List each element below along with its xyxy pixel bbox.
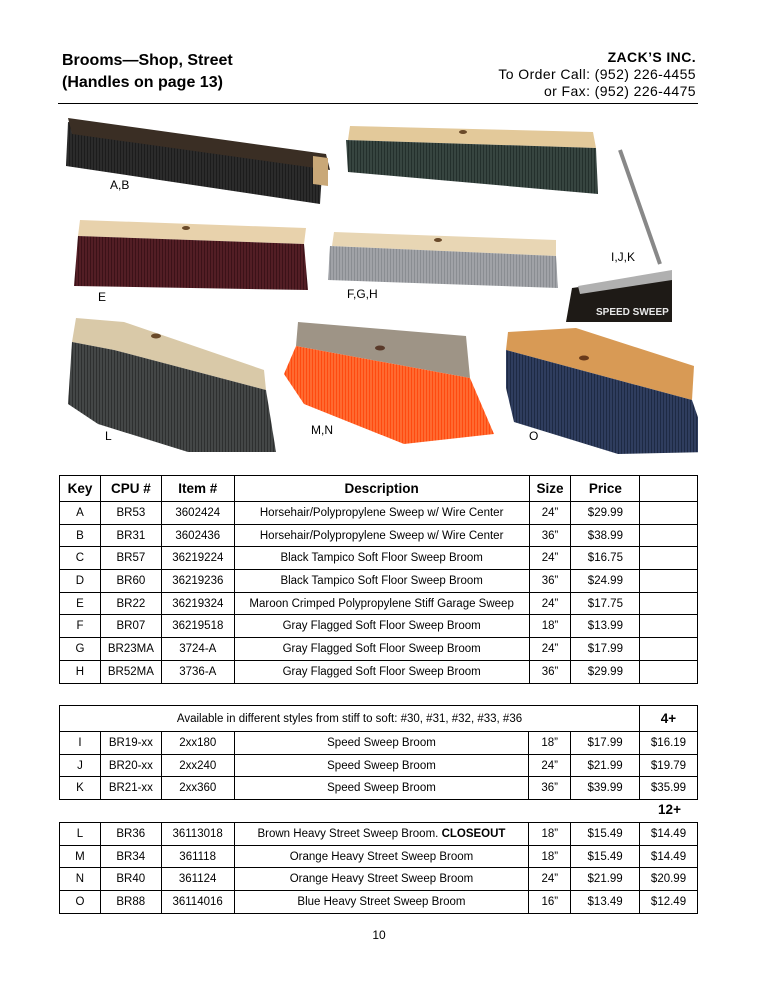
company-name: ZACK’S INC. <box>607 49 696 65</box>
cell-key: B <box>60 524 101 547</box>
cell-price: $16.75 <box>571 547 640 570</box>
cell-size: 24” <box>529 754 571 777</box>
table-row <box>60 502 698 525</box>
cell-key: D <box>60 570 101 593</box>
cell-desc: Gray Flagged Soft Floor Sweep Broom <box>234 660 529 683</box>
cell-desc: Black Tampico Soft Floor Sweep Broom <box>234 570 529 593</box>
table-row <box>60 547 698 570</box>
cell-price: $13.49 <box>571 891 640 914</box>
col-size: Size <box>529 476 571 502</box>
styles-note: Available in different styles from stiff to soft: #30, #31, #32, #33, #36 <box>60 706 640 732</box>
cell-desc: Speed Sweep Broom <box>234 754 528 777</box>
cell-key: M <box>60 845 101 868</box>
table-row <box>60 845 698 868</box>
cell-item: 36114016 <box>161 891 234 914</box>
price-table-speed-sweep <box>59 705 698 800</box>
col-description: Description <box>234 476 529 502</box>
cell-price: $21.99 <box>571 868 640 891</box>
cell-price: $17.75 <box>571 592 640 615</box>
cell-key: I <box>60 732 101 755</box>
cell-cpu: BR07 <box>100 615 161 638</box>
cell-size: 24” <box>529 638 571 661</box>
cell-key: H <box>60 660 101 683</box>
cell-cpu: BR36 <box>100 823 161 846</box>
table-row <box>60 868 698 891</box>
cell-size: 24” <box>529 502 571 525</box>
cell-key: F <box>60 615 101 638</box>
cell-key: O <box>60 891 101 914</box>
cell-tier-price: $20.99 <box>640 868 698 891</box>
table-row <box>60 823 698 846</box>
cell-desc: Maroon Crimped Polypropylene Stiff Garage Sweep <box>234 592 529 615</box>
cell-item: 2xx240 <box>161 754 234 777</box>
cell-cpu: BR20-xx <box>100 754 161 777</box>
table-row <box>60 660 698 683</box>
broom-photo-e <box>74 220 308 290</box>
photo-label-o: O <box>529 429 539 443</box>
cell-price: $24.99 <box>571 570 640 593</box>
title-line-1: Brooms—Shop, Street <box>62 52 233 69</box>
cell-size: 24” <box>529 547 571 570</box>
cell-cpu: BR57 <box>100 547 161 570</box>
cell-key: A <box>60 502 101 525</box>
cell-desc: Horsehair/Polypropylene Sweep w/ Wire Center <box>234 524 529 547</box>
photo-label-e: E <box>98 290 107 304</box>
table-header-row <box>60 476 698 502</box>
col-price: Price <box>571 476 640 502</box>
cell-item: 36219224 <box>161 547 234 570</box>
cell-price: $29.99 <box>571 660 640 683</box>
cell-price: $39.99 <box>571 777 640 800</box>
cell-key: J <box>60 754 101 777</box>
photo-label-ab: A,B <box>110 178 130 192</box>
cell-price: $15.49 <box>571 845 640 868</box>
cell-desc: Blue Heavy Street Sweep Broom <box>234 891 529 914</box>
cell-item: 3736-A <box>161 660 234 683</box>
broom-illustrations <box>58 104 698 460</box>
cell-desc: Speed Sweep Broom <box>234 732 528 755</box>
cell-blank <box>640 638 698 661</box>
cell-blank <box>640 502 698 525</box>
tier-label-12plus: 12+ <box>658 802 681 817</box>
cell-blank <box>640 570 698 593</box>
cell-cpu: BR19-xx <box>100 732 161 755</box>
cell-item: 36219236 <box>161 570 234 593</box>
cell-desc: Black Tampico Soft Floor Sweep Broom <box>234 547 529 570</box>
cell-item: 3602436 <box>161 524 234 547</box>
cell-cpu: BR21-xx <box>100 777 161 800</box>
cell-item: 361124 <box>161 868 234 891</box>
cell-size: 18” <box>529 845 571 868</box>
cell-price: $17.99 <box>571 638 640 661</box>
cell-size: 16” <box>529 891 571 914</box>
photo-label-l: L <box>105 429 112 443</box>
cell-item: 36219324 <box>161 592 234 615</box>
broom-photo-cd <box>346 126 598 194</box>
company-contact <box>498 49 696 100</box>
page-number: 10 <box>372 928 386 942</box>
cell-tier-price: $12.49 <box>640 891 698 914</box>
cell-size: 36” <box>529 777 571 800</box>
cell-price: $21.99 <box>571 754 640 777</box>
table-row <box>60 615 698 638</box>
cell-key: N <box>60 868 101 891</box>
cell-tier-price: $14.49 <box>640 823 698 846</box>
table-row <box>60 777 698 800</box>
cell-cpu: BR60 <box>100 570 161 593</box>
broom-photo-ab <box>66 118 330 204</box>
cell-item: 361118 <box>161 845 234 868</box>
cell-price: $13.99 <box>571 615 640 638</box>
cell-item: 36219518 <box>161 615 234 638</box>
cell-blank <box>640 615 698 638</box>
cell-desc: Speed Sweep Broom <box>234 777 528 800</box>
cell-blank <box>640 524 698 547</box>
cell-size: 18” <box>529 615 571 638</box>
cell-tier-price: $14.49 <box>640 845 698 868</box>
broom-photo-fgh <box>328 232 558 288</box>
cell-blank <box>640 660 698 683</box>
cell-desc: Gray Flagged Soft Floor Sweep Broom <box>234 638 529 661</box>
table-note-row <box>60 706 698 732</box>
cell-price: $38.99 <box>571 524 640 547</box>
cell-cpu: BR34 <box>100 845 161 868</box>
cell-desc: Orange Heavy Street Sweep Broom <box>234 845 529 868</box>
cell-blank <box>640 592 698 615</box>
price-table-street-brooms <box>59 822 698 914</box>
table-row <box>60 732 698 755</box>
title-line-2: (Handles on page 13) <box>62 74 223 91</box>
cell-cpu: BR31 <box>100 524 161 547</box>
order-phone: To Order Call: (952) 226-4455 <box>498 66 696 82</box>
cell-item: 3724-A <box>161 638 234 661</box>
desc-text: Brown Heavy Street Sweep Broom. <box>257 827 439 840</box>
tier-label-4plus: 4+ <box>640 706 698 732</box>
cell-cpu: BR22 <box>100 592 161 615</box>
cell-cpu: BR88 <box>100 891 161 914</box>
col-item: Item # <box>161 476 234 502</box>
cell-key: E <box>60 592 101 615</box>
cell-blank <box>640 547 698 570</box>
cell-item: 2xx360 <box>161 777 234 800</box>
cell-desc: Gray Flagged Soft Floor Sweep Broom <box>234 615 529 638</box>
col-cpu: CPU # <box>100 476 161 502</box>
cell-price: $15.49 <box>571 823 640 846</box>
cell-item: 2xx180 <box>161 732 234 755</box>
table-row <box>60 638 698 661</box>
speed-sweep-label: SPEED SWEEP <box>596 307 669 318</box>
cell-cpu: BR40 <box>100 868 161 891</box>
photo-label-mn: M,N <box>311 423 333 437</box>
cell-size: 36” <box>529 524 571 547</box>
cell-key: L <box>60 823 101 846</box>
cell-size: 18” <box>529 732 571 755</box>
cell-item: 3602424 <box>161 502 234 525</box>
product-photos <box>58 104 698 460</box>
cell-key: C <box>60 547 101 570</box>
cell-size: 24” <box>529 592 571 615</box>
cell-cpu: BR23MA <box>100 638 161 661</box>
closeout-badge: CLOSEOUT <box>441 827 506 840</box>
cell-tier-price: $35.99 <box>640 777 698 800</box>
broom-photo-l <box>68 318 276 452</box>
cell-tier-price: $19.79 <box>640 754 698 777</box>
cell-size: 24” <box>529 868 571 891</box>
page-title <box>62 50 233 94</box>
cell-size: 36” <box>529 660 571 683</box>
cell-cpu: BR53 <box>100 502 161 525</box>
cell-desc: Horsehair/Polypropylene Sweep w/ Wire Center <box>234 502 529 525</box>
cell-desc <box>234 823 529 846</box>
cell-price: $17.99 <box>571 732 640 755</box>
table-row <box>60 592 698 615</box>
cell-price: $29.99 <box>571 502 640 525</box>
price-table-shop-brooms <box>59 475 698 684</box>
table-row <box>60 891 698 914</box>
col-key: Key <box>60 476 101 502</box>
cell-cpu: BR52MA <box>100 660 161 683</box>
cell-size: 36” <box>529 570 571 593</box>
col-blank <box>640 476 698 502</box>
order-fax: or Fax: (952) 226-4475 <box>544 83 696 99</box>
table-row <box>60 524 698 547</box>
cell-key: K <box>60 777 101 800</box>
cell-item: 36113018 <box>161 823 234 846</box>
table-row <box>60 570 698 593</box>
cell-tier-price: $16.19 <box>640 732 698 755</box>
cell-size: 18” <box>529 823 571 846</box>
cell-desc: Orange Heavy Street Sweep Broom <box>234 868 529 891</box>
photo-label-ijk: I,J,K <box>611 250 636 264</box>
photo-label-fgh: F,G,H <box>347 287 378 301</box>
table-row <box>60 754 698 777</box>
cell-key: G <box>60 638 101 661</box>
